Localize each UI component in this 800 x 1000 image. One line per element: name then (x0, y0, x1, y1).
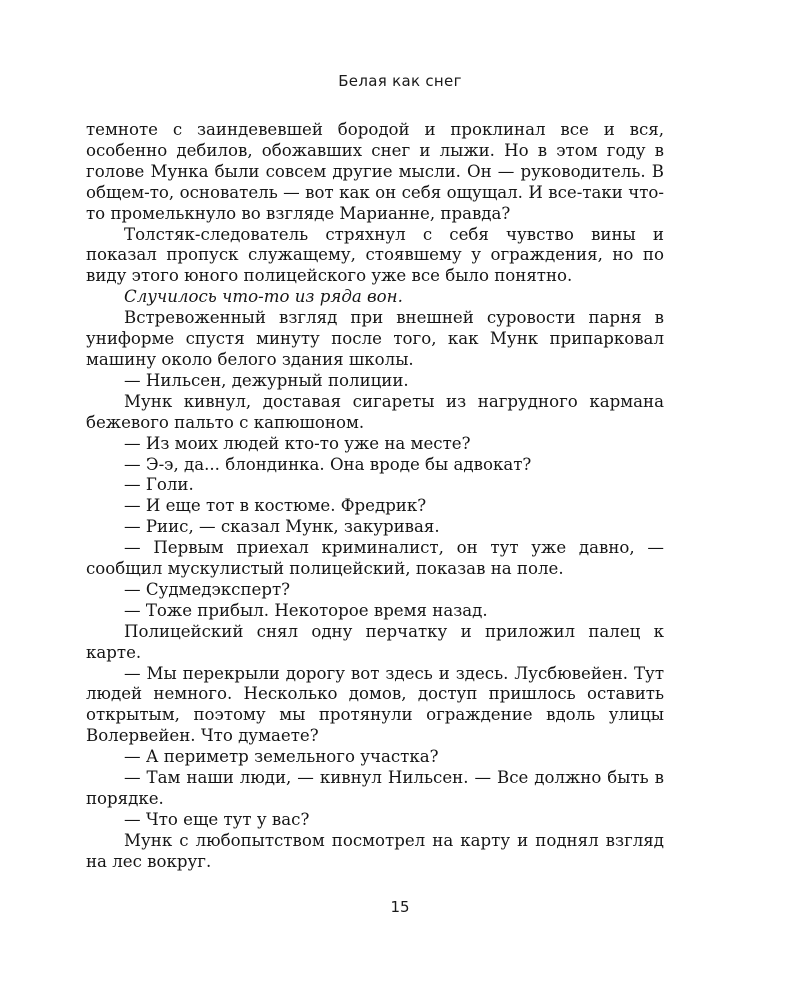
dialogue-line: — Первым приехал криминалист, он тут уже давно, — сообщил мускулистый полицейский, показав на поле. (86, 538, 664, 579)
paragraph-italic: Случилось что-то из ряда вон. (124, 287, 403, 307)
dialogue-line: — Голи. (124, 475, 194, 495)
dialogue-line: — Э-э, да... блондинка. Она вроде бы адвокат? (124, 454, 532, 474)
paragraph: темноте с заиндевевшей бородой и проклинал все и вся, особенно дебилов, обожавших снег и лыжи. Но в этом году в голове Мунка были совсем другие мысли. Он — руководитель. В общем-то, основатель — вот как он себя ощущал. И все-таки что-то промелькнуло во взгляде Марианне, правда? (86, 120, 664, 223)
dialogue-line: — Судмедэксперт? (124, 579, 291, 599)
dialogue-line: — Риис, — сказал Мунк, закуривая. (124, 517, 440, 537)
dialogue-line: — А периметр земельного участка? (124, 747, 439, 767)
dialogue-line: — Мы перекрыли дорогу вот здесь и здесь. Лусбювейен. Тут людей немного. Несколько домов, доступ пришлось оставить открытым, поэтому мы протянули ограждение вдоль улицы Волервейен. Что думаете? (86, 663, 664, 746)
dialogue-line: — Там наши люди, — кивнул Нильсен. — Все должно быть в порядке. (86, 768, 664, 808)
dialogue-line: — Что еще тут у вас? (124, 809, 310, 829)
paragraph: Полицейский снял одну перчатку и приложил палец к карте. (86, 621, 664, 662)
paragraph: Встревоженный взгляд при внешней суровости парня в униформе спустя минуту после того, как Мунк припарковал машину около белого здания школы. (86, 308, 664, 369)
dialogue-line: — Из моих людей кто-то уже на месте? (124, 433, 471, 453)
dialogue-line: — Нильсен, дежурный полиции. (124, 370, 409, 390)
dialogue-line: — И еще тот в костюме. Фредрик? (124, 496, 427, 516)
running-head: Белая как снег (338, 72, 462, 90)
body-text (86, 120, 664, 873)
paragraph: Мунк с любопытством посмотрел на карту и поднял взгляд на лес вокруг. (86, 830, 664, 871)
dialogue-line: — Тоже прибыл. Некоторое время назад. (124, 600, 488, 620)
paragraph: Толстяк-следователь стряхнул с себя чувство вины и показал пропуск служащему, стоявшему у ограждения, но по виду этого юного полицейского уже все было понятно. (86, 224, 664, 286)
paragraph: Мунк кивнул, доставая сигареты из нагрудного кармана бежевого пальто с капюшоном. (86, 391, 664, 432)
page-number: 15 (390, 898, 410, 916)
